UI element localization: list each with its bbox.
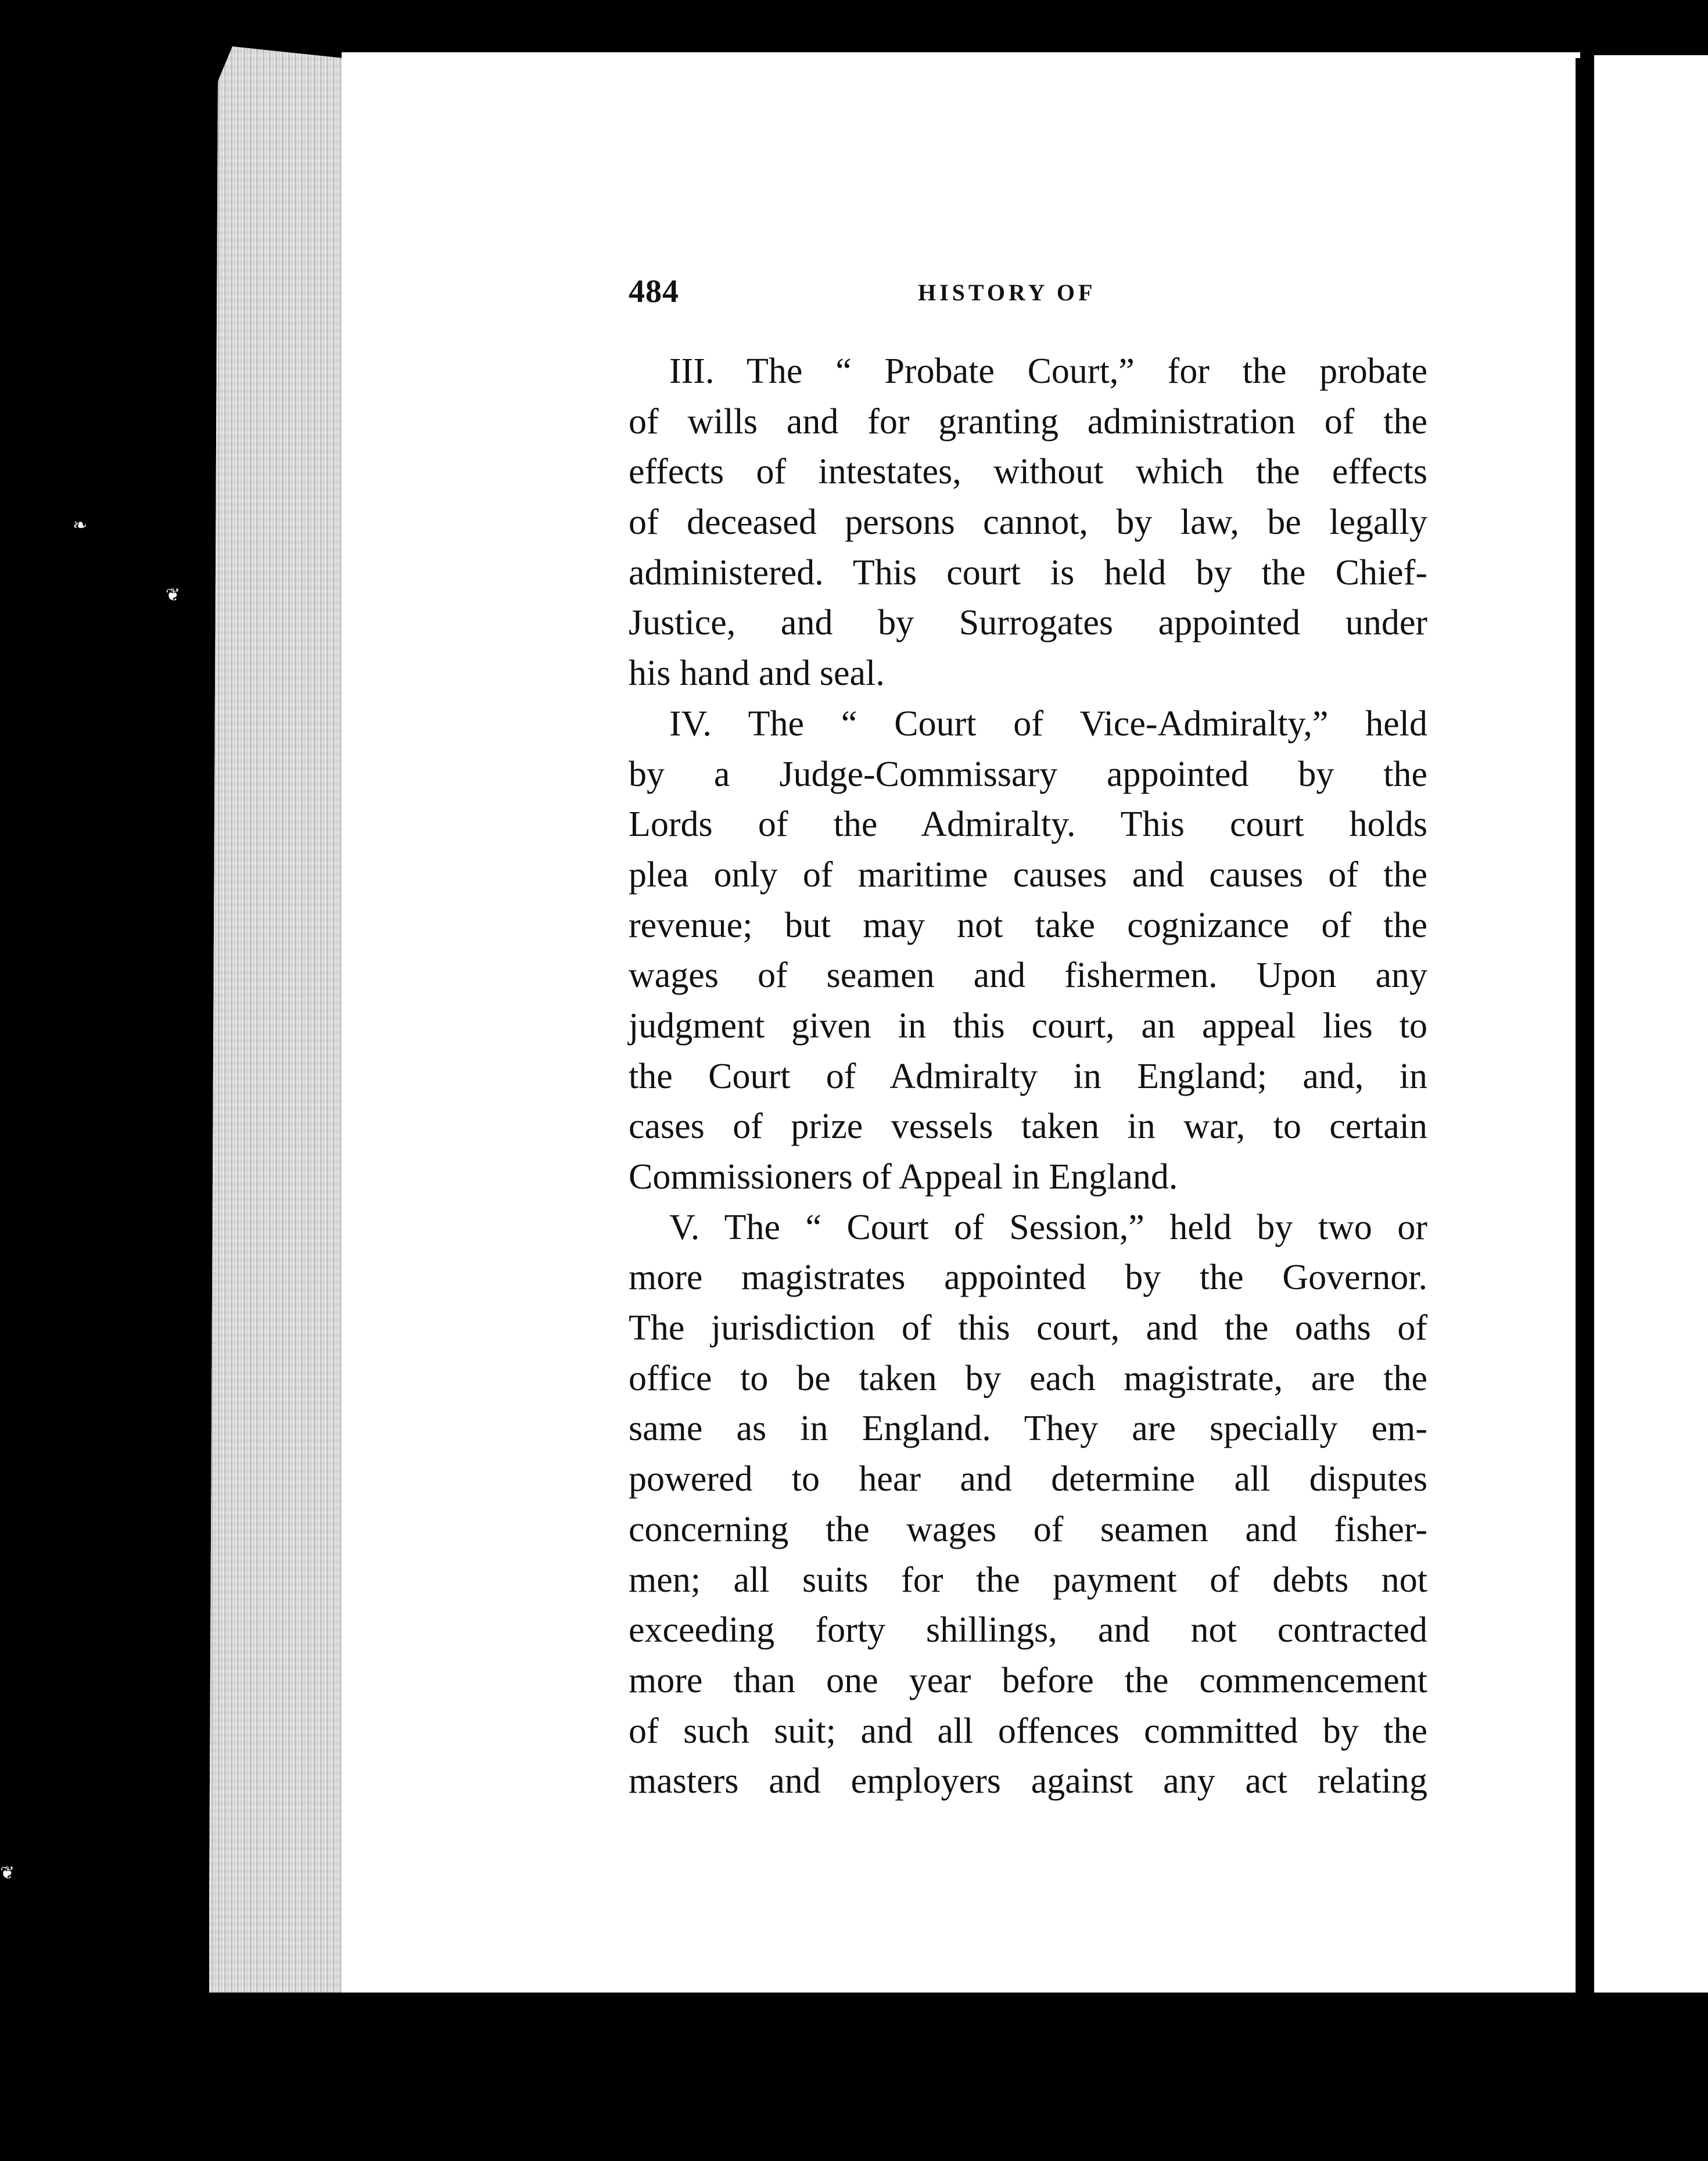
page-header bbox=[629, 273, 1151, 320]
text-line: exceeding forty shillings, and not contracted bbox=[629, 1610, 1427, 1650]
text-line: effects of intestates, without which the effects bbox=[629, 452, 1427, 492]
text-line: by a Judge-Commissary appointed by the bbox=[629, 754, 1427, 794]
text-line: Lords of the Admiralty. This court holds bbox=[629, 805, 1427, 845]
text-line: of wills and for granting administration of the bbox=[629, 401, 1427, 441]
paragraph-probate-court bbox=[629, 346, 1427, 699]
scan-border-top bbox=[0, 0, 1708, 55]
text-line: of such suit; and all offences committed by the bbox=[629, 1711, 1427, 1751]
text-line: wages of seamen and fishermen. Upon any bbox=[629, 956, 1427, 996]
scan-border-bottom bbox=[0, 1993, 1708, 2161]
text-line: more magistrates appointed by the Governor. bbox=[629, 1258, 1427, 1298]
text-line: concerning the wages of seamen and fisher- bbox=[629, 1509, 1427, 1549]
book-gutter bbox=[1576, 58, 1584, 1998]
paragraph-court-of-session bbox=[629, 1202, 1427, 1807]
text-line: of deceased persons cannot, by law, be legally bbox=[629, 502, 1427, 543]
page-number: 484 bbox=[629, 274, 679, 310]
text-line: III. The “ Probate Court,” for the probate bbox=[669, 351, 1427, 391]
text-line: Commissioners of Appeal in England. bbox=[629, 1157, 1178, 1197]
running-head: HISTORY OF bbox=[918, 279, 1096, 306]
text-line: V. The “ Court of Session,” held by two or bbox=[669, 1207, 1427, 1247]
text-line: plea only of maritime causes and causes of the bbox=[629, 855, 1427, 895]
text-line: The jurisdiction of this court, and the oaths of bbox=[629, 1308, 1427, 1348]
text-line: revenue; but may not take cognizance of the bbox=[629, 905, 1427, 945]
text-line: office to be taken by each magistrate, are the bbox=[629, 1358, 1427, 1398]
scan-speck: ❦ bbox=[0, 1864, 15, 1883]
book-page-edges bbox=[209, 46, 343, 1993]
text-line: powered to hear and determine all disputes bbox=[629, 1459, 1427, 1499]
text-line: Justice, and by Surrogates appointed under bbox=[629, 603, 1427, 643]
body-text bbox=[629, 346, 1427, 1807]
text-line: same as in England. They are specially em- bbox=[629, 1409, 1427, 1449]
text-line: IV. The “ Court of Vice-Admiralty,” held bbox=[669, 703, 1427, 744]
text-line: more than one year before the commencement bbox=[629, 1660, 1427, 1700]
paragraph-vice-admiralty bbox=[629, 699, 1427, 1202]
scan-speck: ❧ bbox=[73, 516, 88, 535]
text-line: judgment given in this court, an appeal lies to bbox=[629, 1006, 1427, 1046]
text-line: men; all suits for the payment of debts not bbox=[629, 1560, 1427, 1600]
scan-speck: ❦ bbox=[166, 586, 181, 605]
text-line: masters and employers against any act relating bbox=[629, 1761, 1427, 1801]
text-line: the Court of Admiralty in England; and, in bbox=[629, 1056, 1427, 1096]
text-line: administered. This court is held by the Chief- bbox=[629, 552, 1427, 593]
facing-page-edge bbox=[1594, 55, 1708, 1998]
text-line: cases of prize vessels taken in war, to certain bbox=[629, 1107, 1427, 1147]
text-line: his hand and seal. bbox=[629, 654, 885, 694]
